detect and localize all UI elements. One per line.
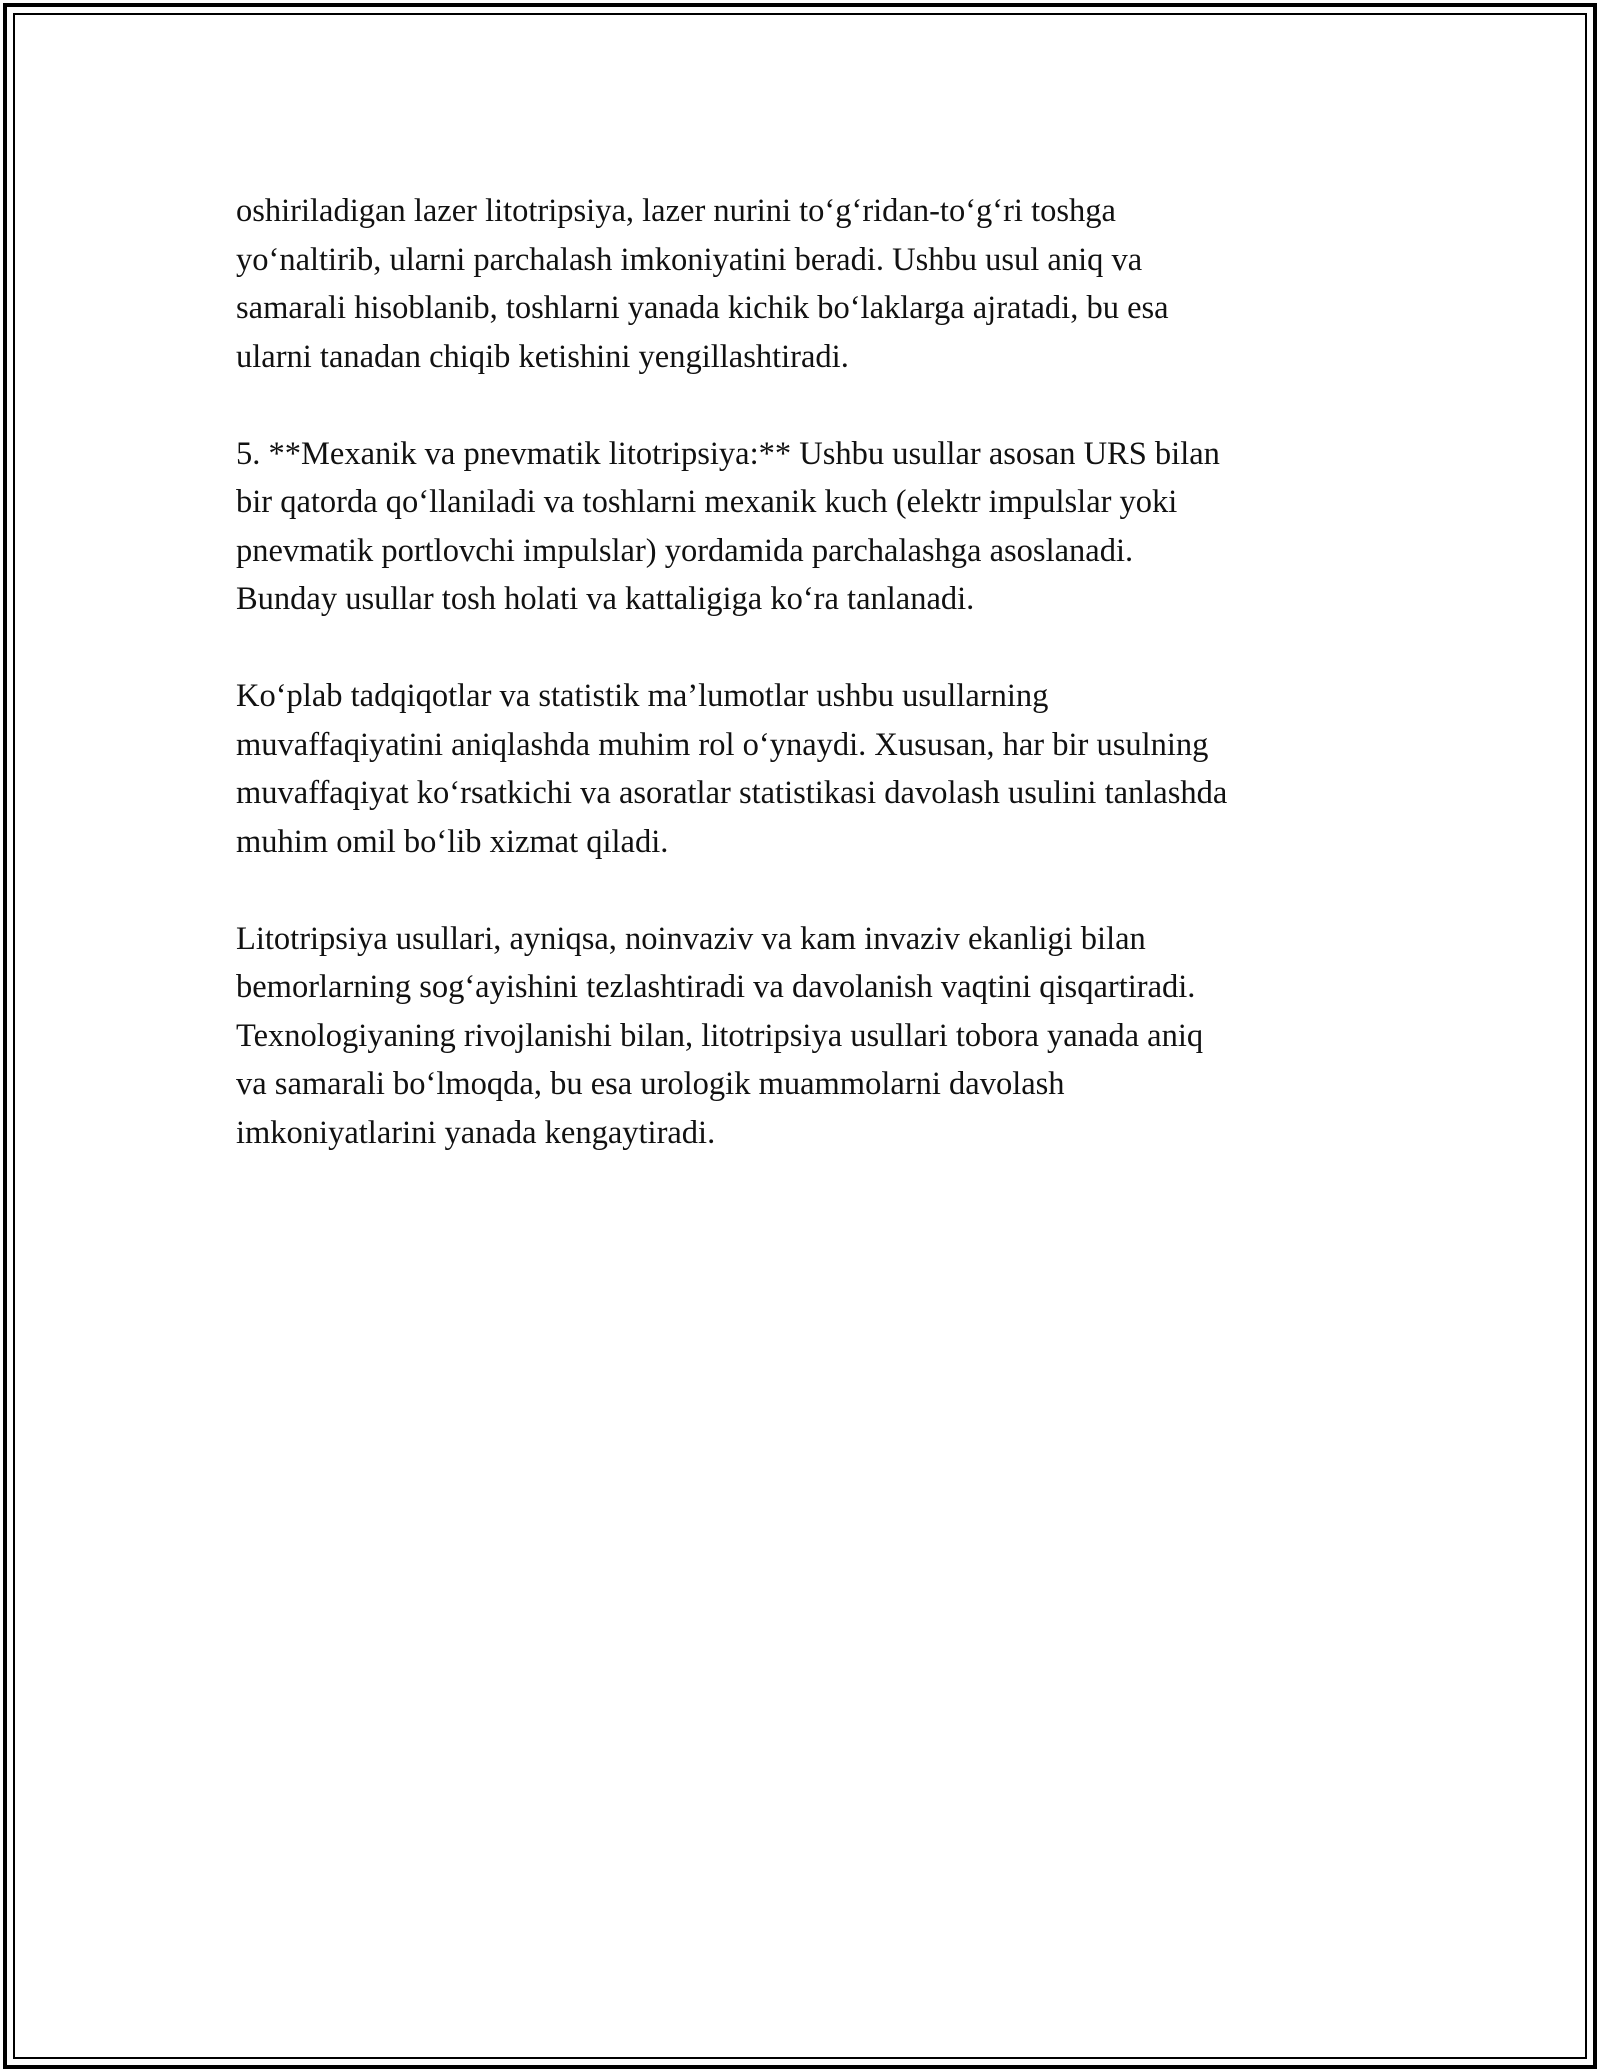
text-line: Bunday usullar tosh holati va kattaligiga ko‘ra tanlanadi. [236, 581, 975, 617]
text-line: samarali hisoblanib, toshlarni yanada kichik bo‘laklarga ajratadi, bu esa [236, 290, 1169, 326]
paragraph-research-statistics [236, 672, 1366, 866]
text-line: bir qatorda qo‘llaniladi va toshlarni mexanik kuch (elektr impulslar yoki [236, 484, 1178, 520]
text-line: oshiriladigan lazer litotripsiya, lazer nurini to‘g‘ridan-to‘g‘ri toshga [236, 193, 1116, 229]
text-line: imkoniyatlarini yanada kengaytiradi. [236, 1114, 716, 1151]
text-line: va samarali bo‘lmoqda, bu esa urologik muammolarni davolash [236, 1066, 1065, 1102]
paragraph-laser-lithotripsy [236, 187, 1366, 381]
paragraph-conclusion [236, 915, 1366, 1158]
text-line: bemorlarning sog‘ayishini tezlashtiradi va davolanish vaqtini qisqartiradi. [236, 969, 1196, 1005]
document-body [236, 187, 1366, 1206]
text-line: Texnologiyaning rivojlanishi bilan, litotripsiya usullari tobora yanada aniq [236, 1017, 1204, 1054]
text-line: ularni tanadan chiqib ketishini yengillashtiradi. [236, 338, 849, 375]
text-line: muhim omil bo‘lib xizmat qiladi. [236, 823, 669, 860]
paragraph-mechanical-pneumatic [236, 430, 1366, 624]
text-line: muvaffaqiyatini aniqlashda muhim rol o‘ynaydi. Xususan, har bir usulning [236, 726, 1209, 763]
text-line: Ko‘plab tadqiqotlar va statistik ma’lumotlar ushbu usullarning [236, 678, 1049, 714]
text-line: yo‘naltirib, ularni parchalash imkoniyatini beradi. Ushbu usul aniq va [236, 241, 1143, 278]
text-line: muvaffaqiyat ko‘rsatkichi va asoratlar statistikasi davolash usulini tanlashda [236, 775, 1228, 811]
text-line: pnevmatik portlovchi impulslar) yordamida parchalashga asoslanadi. [236, 532, 1134, 569]
text-line: 5. **Mexanik va pnevmatik litotripsiya:** Ushbu usullar asosan URS bilan [236, 435, 1220, 472]
text-line: Litotripsiya usullari, ayniqsa, noinvaziv va kam invaziv ekanligi bilan [236, 920, 1146, 957]
